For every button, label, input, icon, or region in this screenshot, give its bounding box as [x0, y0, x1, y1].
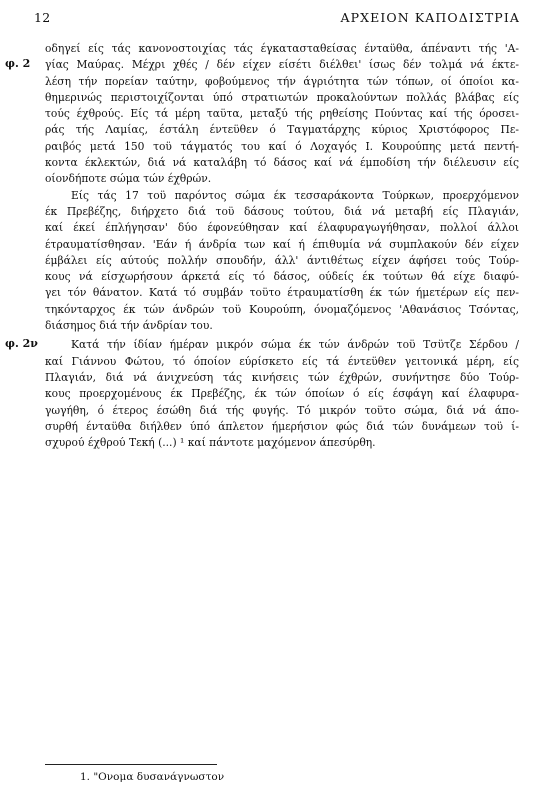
text-line: κους νά είσχωρήσουν άρκετά είς τό δάσος, ούδείς έκ τούτων θά είχε διαφύ- — [45, 270, 519, 284]
text-line: Είς τάς 17 τοϋ παρόντος σώμα έκ τεσσαράκοντα Τούρκων, προερχόμενον — [71, 188, 519, 202]
text-line: θημερινώς περιστοιχίζονται ύπό στρατιωτών προκαλούντων πολλάς βλάβας είς — [45, 90, 519, 104]
folio-marginal-note: φ. 2ν — [5, 337, 38, 351]
text-line: οίονδήποτε σώμα τών έχθρών. — [45, 172, 212, 186]
text-line: τούς έχθρούς. Είς τά μέρη ταϋτα, μεταξύ τής ρηθείσης Πούντας καί τής όροσει- — [45, 107, 519, 121]
paragraph — [45, 41, 519, 188]
text-line: γει τόν θάνατον. Κατά τό συμβάν τοϋτο έτραυματίσθη έκ τών ήμετέρων είς πεν- — [45, 286, 519, 300]
text-line: έμβάλει είς αύτούς πολλήν σπουδήν, άλλ' άντιθέτως είχεν άφήσει τούς Τούρ- — [45, 253, 519, 267]
text-line: γωγήθη, ό έτερος έσώθη διά τής φυγής. Τό μικρόν τοϋτο σώμα, διά νά άπο- — [45, 403, 519, 417]
running-title: ΑΡΧΕΙΟΝ ΚΑΠΟΔΙΣΤΡΙΑ — [340, 10, 520, 25]
text-line: τηκόνταρχος έκ τών άνδρών τοϋ Κουρούπη, όνομαζόμενος 'Αθανάσιος Τσόντας, — [45, 302, 519, 316]
text-line: ράς τής Λαμίας, έστάλη έντεϋθεν ό Ταγματάρχης κύριος Χριστόφορος Πε- — [45, 123, 519, 137]
text-line: σχυρού έχθρού Τεκή (...) ¹ καί πάντοτε μαχόμενον άπεσύρθη. — [45, 436, 376, 450]
text-line: καί Γιάννου Φώτου, τό όποίον εύρίσκετο είς τά έντεϋθεν γειτονικά μέρη, είς — [45, 354, 519, 368]
text-line: συρθή ένταϋθα διήλθεν ύπό άπλετον ήμερήσιον φώς διά τών δυνάμεων τοϋ ί- — [45, 419, 519, 433]
footnote-divider — [45, 764, 217, 765]
text-line: έτραυματίσθησαν. 'Εάν ή άνδρία των καί ή έπιθυμία νά συμπλακούν δέν είχεν — [45, 237, 519, 251]
paragraph — [45, 188, 519, 335]
footnote: 1. "Ονομα δυσανάγνωστον — [80, 771, 225, 783]
text-line: Κατά τήν ίδίαν ήμέραν μικρόν σώμα έκ τών άνδρών τοϋ Τσϋτζε Σέρδου / — [71, 338, 519, 352]
text-line: έκ Πρεβέζης, διήρχετο διά τοϋ δάσους τούτου, διά νά μεταβή είς Πλαγιάν, — [45, 204, 519, 218]
text-line: διάσημος διά τήν άνδρίαν του. — [45, 319, 213, 333]
text-line: κοντα έκλεκτών, διά νά καταλάβη τό δάσος καί νά έμποδίση τήν διέλευσιν είς — [45, 156, 519, 170]
text-line: κους προερχομένους έκ Πρεβέζης, έκ τών όποίων ό είς έσφάγη καί έλαφυρα- — [45, 387, 519, 401]
text-line: λέση τήν πορείαν ταύτην, φοβούμενος τήν άγριότητα τών τόπων, οί όποίοι κα- — [45, 74, 519, 88]
folio-marginal-note: φ. 2 — [5, 57, 31, 70]
text-line: καί έκεί έπλήγησαν' δύο έφονεύθησαν καί έλαφυραγωγήθησαν, πολλοί άλλοι — [45, 221, 519, 235]
text-line: οδηγεί είς τάς κανονοστοιχίας τάς έγκατασταθείσας ένταϋθα, άπέναντι τής 'Α- — [45, 42, 519, 55]
page-number: 12 — [34, 10, 51, 25]
text-line: Πλαγιάν, διά νά άνιχνεύση τάς κινήσεις τών έχθρών, συνήντησε δύο Τούρ- — [45, 370, 519, 384]
body-text — [5, 41, 519, 451]
paragraph — [5, 337, 519, 451]
text-line: γίας Μαύρας. Μέχρι χθές / δέν είχεν είσέτι διέλθει' ίσως δέν τολμά νά έκτε- — [45, 58, 519, 72]
text-line: ραιβός μετά 150 τοϋ τάγματός του καί ό Λοχαγός Ι. Κουρούπης μετά πεντή- — [45, 139, 519, 153]
